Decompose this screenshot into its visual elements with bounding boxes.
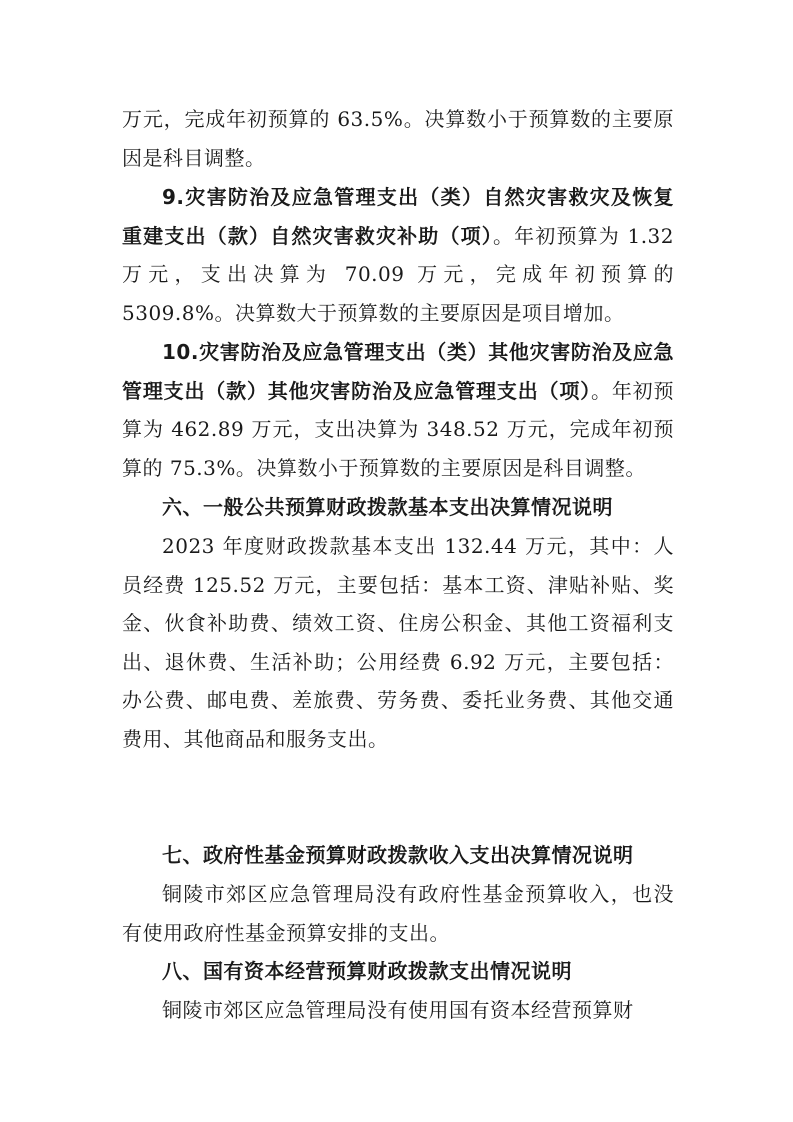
paragraph-budget-completion bbox=[122, 100, 674, 177]
paragraph-item-10 bbox=[122, 333, 674, 487]
paragraph-state-capital bbox=[122, 991, 674, 1030]
section-heading-7 bbox=[122, 836, 674, 875]
section-heading-6 bbox=[122, 488, 674, 527]
paragraph-text: 铜陵市郊区应急管理局没有使用国有资本经营预算财 bbox=[162, 998, 634, 1022]
section-heading-text: 八、国有资本经营预算财政拨款支出情况说明 bbox=[162, 959, 572, 983]
section-heading-text: 七、政府性基金预算财政拨款收入支出决算情况说明 bbox=[162, 843, 634, 867]
paragraph-text: 万元，完成年初预算的 63.5%。决算数小于预算数的主要原因是科目调整。 bbox=[122, 107, 674, 170]
section-heading-text: 六、一般公共预算财政拨款基本支出决算情况说明 bbox=[162, 495, 613, 519]
item-10-title: 10.灾害防治及应急管理支出（类）其他灾害防治及应急管理支出（款）其他灾害防治及应急管理支出（项） bbox=[122, 340, 674, 403]
paragraph-text: 铜陵市郊区应急管理局没有政府性基金预算收入，也没有使用政府性基金预算安排的支出。 bbox=[122, 882, 674, 945]
paragraph-item-9 bbox=[122, 178, 674, 332]
paragraph-basic-expenditure bbox=[122, 527, 674, 759]
paragraph-text: 2023 年度财政拨款基本支出 132.44 万元，其中：人员经费 125.52 万元，主要包括：基本工资、津贴补贴、奖金、伙食补助费、绩效工资、住房公积金、其他工资福利支出、退休费、生活补助；公用经费 6.92 万元，主要包括：办公费、邮电费、差旅费、劳务费、委托业务费、其他交通费用、其他商品和服务支出。 bbox=[122, 534, 674, 751]
section-heading-8 bbox=[122, 952, 674, 991]
item-9-body: 。年初预算为 1.32 万元，支出决算为 70.09 万元，完成年初预算的 5309.8%。决算数大于预算数的主要原因是项目增加。 bbox=[122, 223, 675, 325]
paragraph-government-fund bbox=[122, 875, 674, 952]
item-10-body: 。年初预算为 462.89 万元，支出决算为 348.52 万元，完成年初预算的 75.3%。决算数小于预算数的主要原因是科目调整。 bbox=[122, 378, 675, 480]
item-9-title: 9.灾害防治及应急管理支出（类）自然灾害救灾及恢复重建支出（款）自然灾害救灾补助（项） bbox=[122, 185, 674, 248]
